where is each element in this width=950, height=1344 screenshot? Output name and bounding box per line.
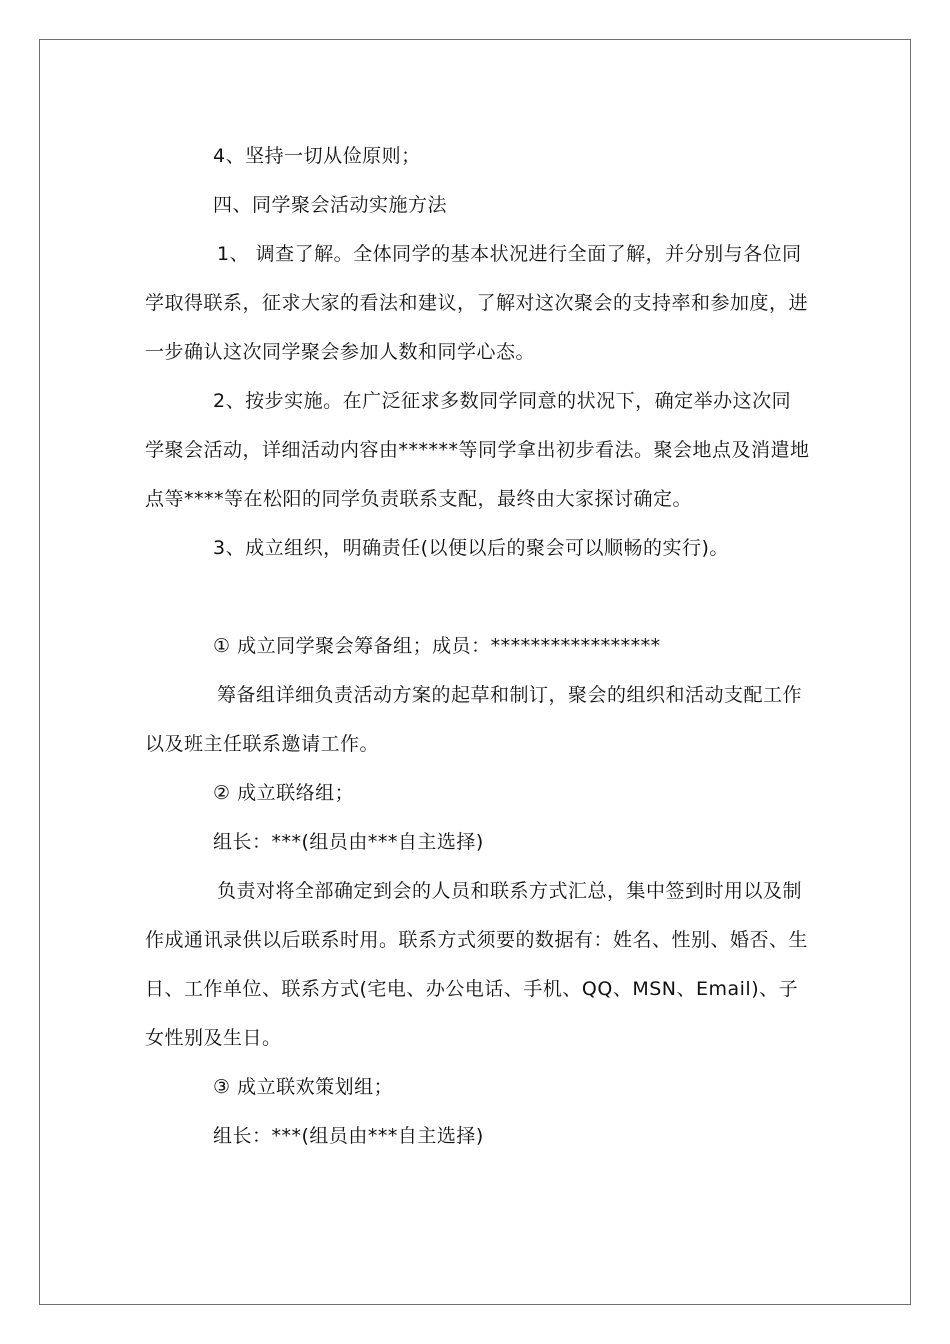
party-planning-group-leader: 组长：***(组员由***自主选择) — [213, 1125, 484, 1147]
preparation-group-duties: 筹备组详细负责活动方案的起草和制订，聚会的组织和活动支配工作以及班主任联系邀请工作。 — [145, 684, 803, 755]
subitem-preparation-group: ① 成立同学聚会筹备组；成员：***************** — [213, 635, 661, 657]
liaison-group-leader: 组长：***(组员由***自主选择) — [213, 831, 484, 853]
liaison-group-duties: 负责对将全部确定到会的人员和联系方式汇总，集中签到时用以及制作成通讯录供以后联系时用。联系方式须要的数据有：姓名、性别、婚否、生日、工作单位、联系方式(宅电、办公电话、手机、QQ、MSN、Email)、子女性别及生日。 — [145, 880, 809, 1049]
method-item-2: 2、按步实施。在广泛征求多数同学同意的状况下，确定举办这次同学聚会活动，详细活动内容由******等同学拿出初步看法。聚会地点及消遣地点等****等在松阳的同学负责联系支配，最终由大家探讨确定。 — [145, 390, 810, 510]
document-body — [145, 132, 810, 1161]
method-item-3: 3、成立组织，明确责任(以便以后的聚会可以顺畅的实行)。 — [213, 537, 729, 559]
method-item-1: 1、 调查了解。全体同学的基本状况进行全面了解，并分别与各位同学取得联系，征求大家的看法和建议，了解对这次聚会的支持率和参加度，进一步确认这次同学聚会参加人数和同学心态。 — [145, 243, 809, 363]
blank-line — [145, 573, 810, 622]
section-heading-4: 四、同学聚会活动实施方法 — [213, 194, 448, 216]
subitem-party-planning-group: ③ 成立联欢策划组； — [213, 1076, 394, 1098]
subitem-liaison-group: ② 成立联络组； — [213, 782, 355, 804]
principle-item-4: 4、坚持一切从俭原则； — [213, 145, 421, 167]
